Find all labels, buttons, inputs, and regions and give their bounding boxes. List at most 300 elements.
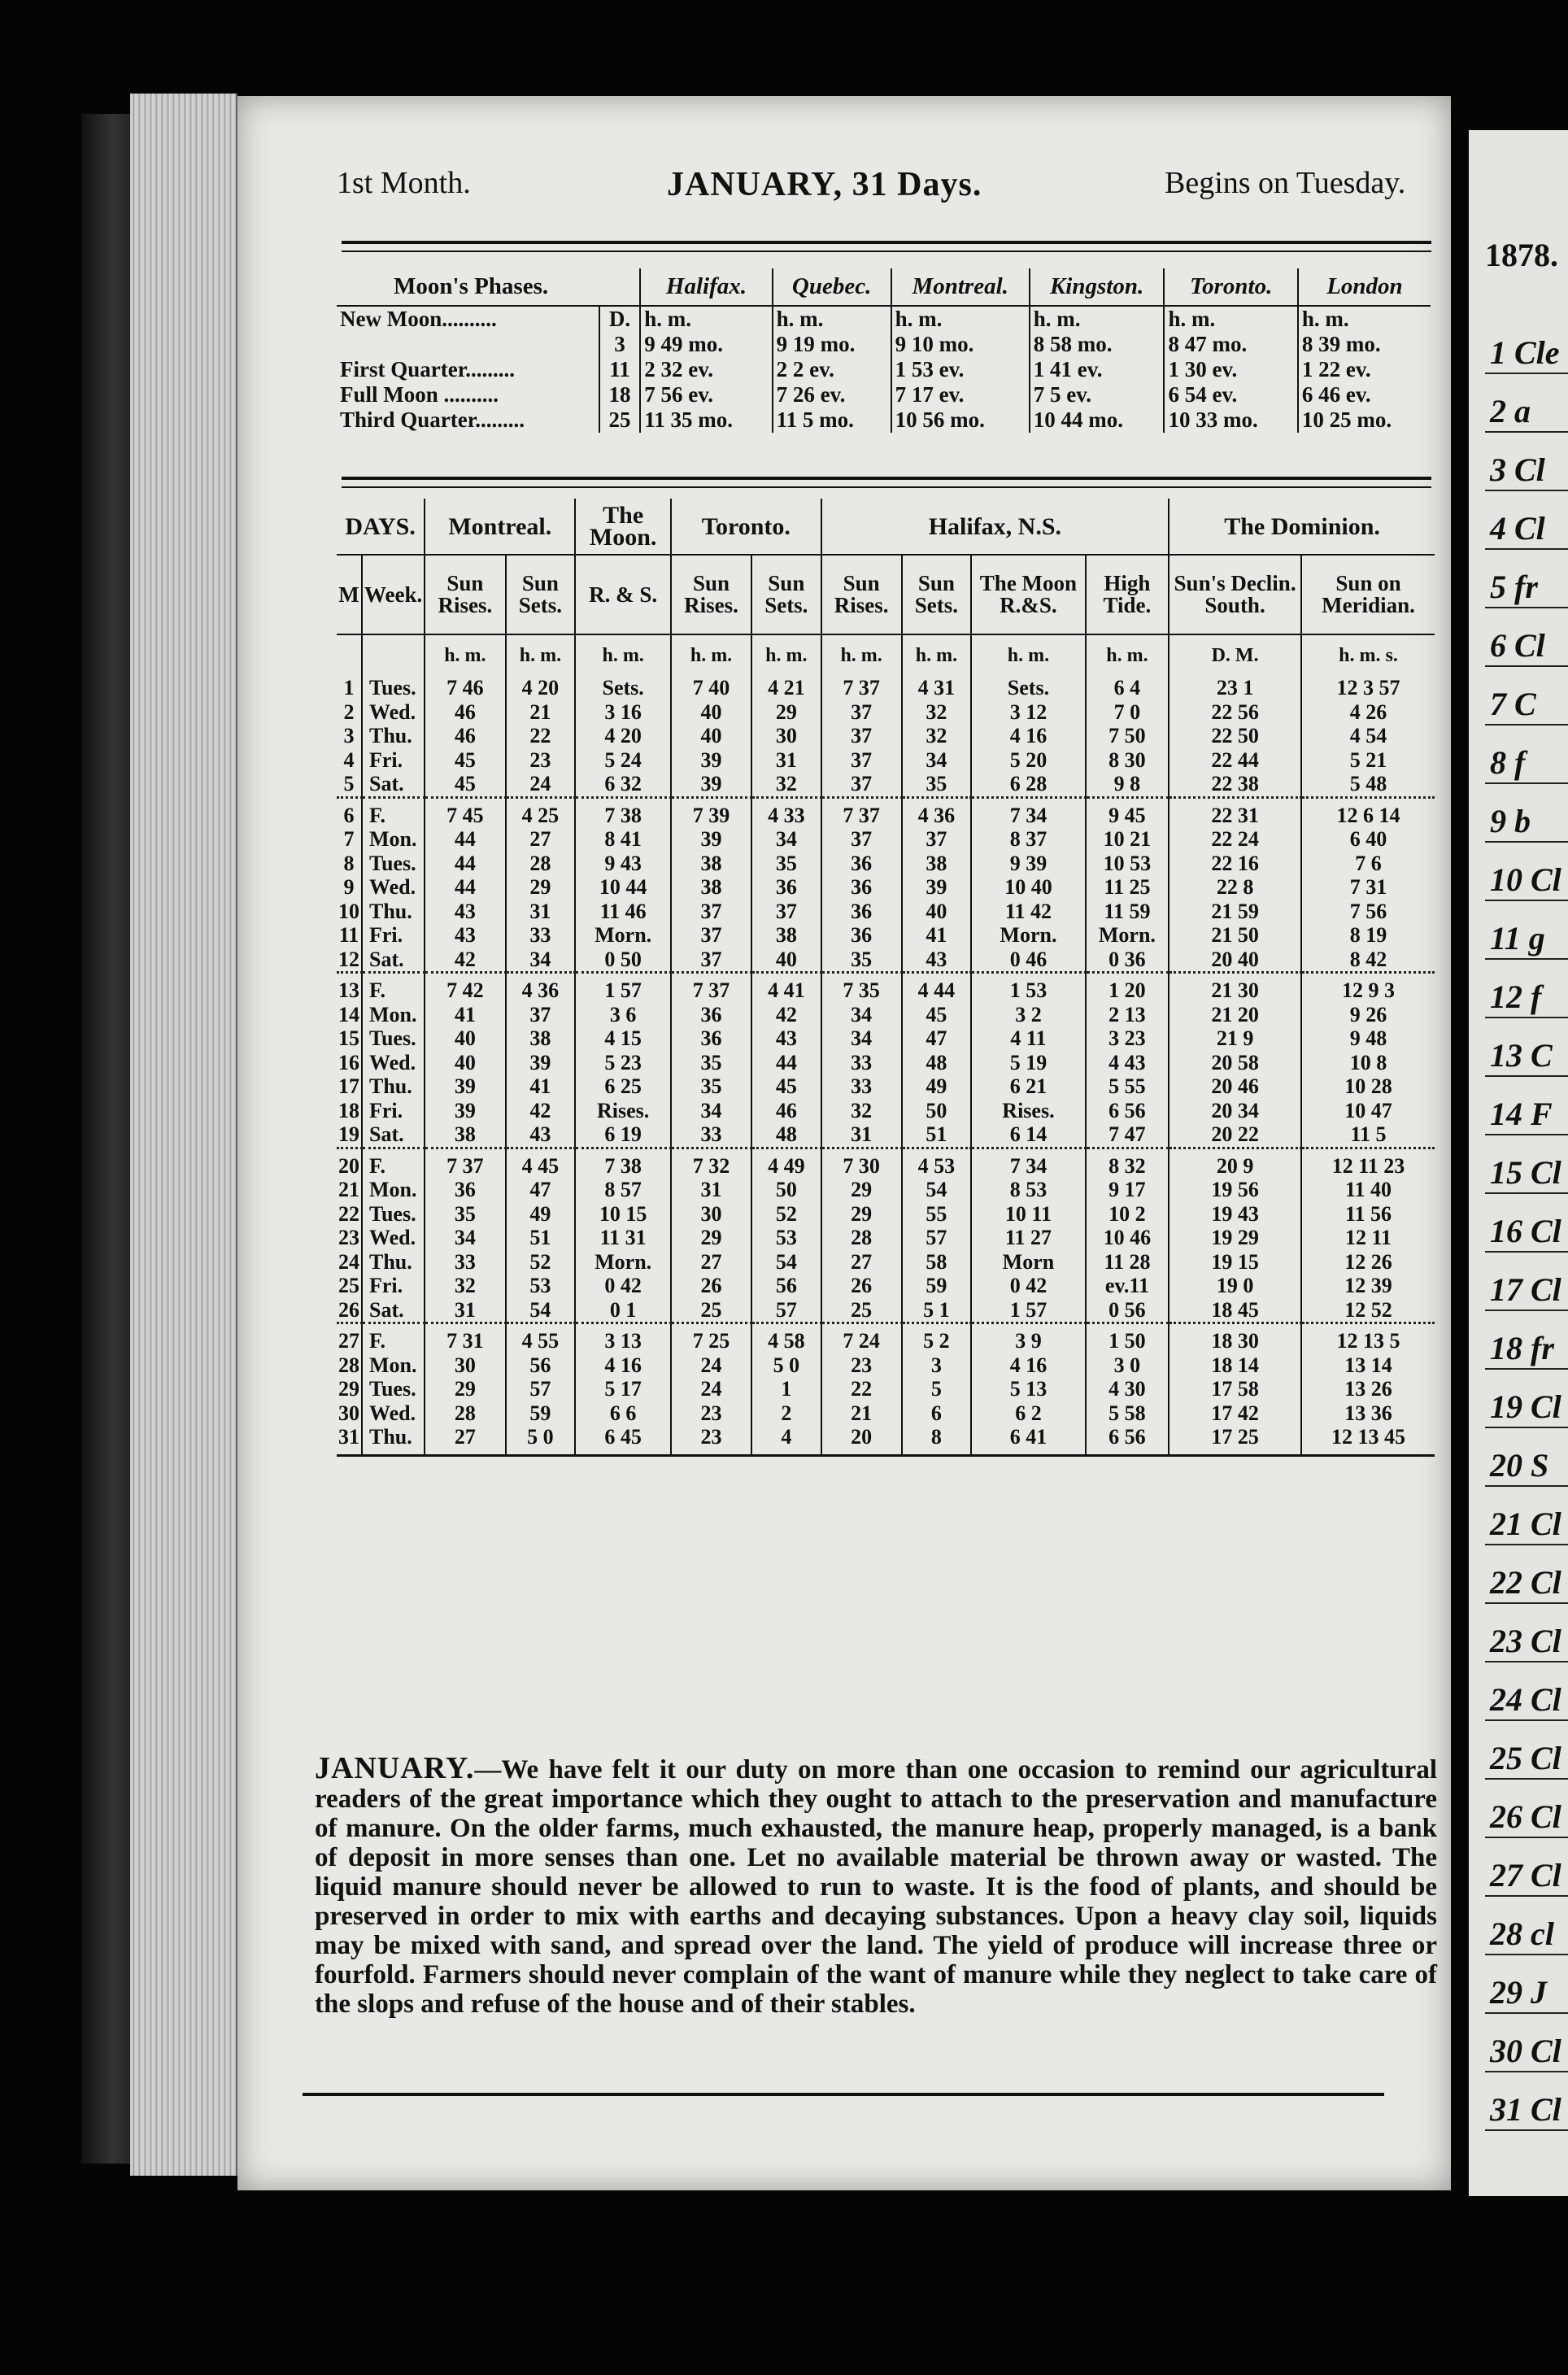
day-cell: 35 <box>751 852 821 876</box>
day-cell: 7 30 <box>821 1148 902 1178</box>
day-cell: 7 37 <box>671 973 751 1003</box>
day-cell: 31 <box>671 1178 751 1202</box>
day-cell: 13 14 <box>1344 1353 1392 1377</box>
phase-city: Halifax. <box>640 268 772 306</box>
day-cell: 40 <box>671 724 751 748</box>
day-cell: 4 33 <box>751 797 821 827</box>
diary-entry: 31 Cl <box>1490 2091 1561 2128</box>
day-row <box>337 1401 1435 1426</box>
day-cell: 5 <box>337 772 362 797</box>
diary-entry: 7 C <box>1490 686 1536 722</box>
day-cell: 4 36 <box>902 797 972 827</box>
day-cell: 35 <box>821 948 902 973</box>
diary-entry: 28 cl <box>1490 1915 1554 1952</box>
diary-entry: 19 Cl <box>1490 1388 1561 1425</box>
diary-line <box>1485 2129 1568 2131</box>
day-cell: 42 <box>751 1003 821 1027</box>
day-cell: 39 <box>506 1051 576 1075</box>
day-cell: 43 <box>751 1026 821 1051</box>
day-cell: 3 <box>902 1353 972 1378</box>
day-cell: 3 23 <box>1086 1026 1169 1051</box>
day-cell: 43 <box>425 923 505 948</box>
day-cell: 59 <box>902 1274 972 1298</box>
phase-name: First Quarter......... <box>337 357 599 382</box>
day-cell: 21 59 <box>1169 900 1301 924</box>
day-cell: 0 50 <box>575 948 671 973</box>
day-cell: 8 41 <box>575 827 671 852</box>
day-cell: 23 <box>671 1401 751 1426</box>
day-cell: 34 <box>821 1003 902 1027</box>
day-cell: 48 <box>751 1122 821 1148</box>
phase-time <box>1164 382 1297 407</box>
almanac-page <box>237 96 1451 2190</box>
day-cell: 4 36 <box>506 973 576 1003</box>
day-cell: 31 <box>751 748 821 773</box>
day-cell: 21 50 <box>1169 923 1301 948</box>
phase-time-value: 2 2 ev. <box>776 357 834 381</box>
phase-time-value: 9 49 mo. <box>644 332 724 356</box>
column-unit: D. M. <box>1169 634 1301 676</box>
day-cell: 1 53 <box>971 973 1086 1003</box>
day-cell: 37 <box>671 900 751 924</box>
day-cell: 34 <box>821 1026 902 1051</box>
day-cell: 7 24 <box>821 1323 902 1353</box>
day-cell: 20 34 <box>1169 1099 1301 1123</box>
day-row <box>337 948 1435 973</box>
day-cell: 9 39 <box>971 852 1086 876</box>
day-cell: 30 <box>425 1353 505 1378</box>
day-cell: 10 15 <box>575 1202 671 1227</box>
day-cell: 34 <box>751 827 821 852</box>
day-cell: 7 50 <box>1086 724 1169 748</box>
day-cell: Thu. <box>362 1250 425 1275</box>
day-cell: 36 <box>671 1026 751 1051</box>
day-row <box>337 772 1435 797</box>
phase-time <box>891 306 1030 357</box>
phase-time-value: 10 33 mo. <box>1168 407 1258 432</box>
day-cell: 56 <box>751 1274 821 1298</box>
day-cell: 1 50 <box>1086 1323 1169 1353</box>
day-cell: 7 38 <box>575 797 671 827</box>
moon-phases-table <box>337 268 1431 433</box>
day-row <box>337 1178 1435 1202</box>
day-cell: 33 <box>506 923 576 948</box>
diary-line <box>1485 373 1568 374</box>
day-cell: 4 <box>751 1425 821 1455</box>
day-cell: 21 9 <box>1169 1026 1301 1051</box>
day-cell: 21 <box>821 1401 902 1426</box>
day-cell: 7 40 <box>671 676 751 700</box>
day-cell: 32 <box>751 772 821 797</box>
phase-time-header: h. m. <box>1301 307 1349 331</box>
diary-line <box>1485 1192 1568 1194</box>
diary-line <box>1485 431 1568 433</box>
diary-line <box>1485 1427 1568 1428</box>
diary-entry: 30 Cl <box>1490 2033 1561 2069</box>
day-cell: Wed. <box>362 1226 425 1250</box>
phase-time-value: 1 30 ev. <box>1168 357 1238 381</box>
phase-time-value: 7 5 ev. <box>1033 382 1091 407</box>
day-row <box>337 1074 1435 1099</box>
day-cell: 25 <box>671 1298 751 1323</box>
day-cell: 5 20 <box>971 748 1086 773</box>
day-cell: 19 43 <box>1169 1202 1301 1227</box>
diary-line <box>1485 1661 1568 1662</box>
day-cell: 12 3 57 <box>1336 676 1400 699</box>
day-cell: 23 <box>337 1226 362 1250</box>
day-row <box>337 1425 1435 1455</box>
diary-line <box>1485 900 1568 901</box>
day-cell: 5 58 <box>1086 1401 1169 1426</box>
column-header: Sun Sets. <box>506 555 576 634</box>
day-cell: 7 25 <box>671 1323 751 1353</box>
day-cell: 9 43 <box>575 852 671 876</box>
day-row <box>337 700 1435 725</box>
phase-time-value: 10 56 mo. <box>895 407 985 432</box>
day-cell: 0 56 <box>1086 1298 1169 1323</box>
phase-day-value: 3 <box>614 332 625 356</box>
day-cell: 9 17 <box>1086 1178 1169 1202</box>
day-cell: 23 <box>821 1353 902 1378</box>
day-cell: 21 <box>337 1178 362 1202</box>
phase-time-value: 7 56 ev. <box>644 382 714 407</box>
day-cell: 6 2 <box>971 1401 1086 1426</box>
day-cell: 40 <box>902 900 972 924</box>
diary-line <box>1485 1602 1568 1604</box>
january-essay <box>315 1751 1437 2019</box>
diary-entry: 9 b <box>1490 803 1531 839</box>
day-cell: 6 <box>902 1401 972 1426</box>
day-cell: 18 <box>337 1099 362 1123</box>
day-cell: Tues. <box>362 1377 425 1401</box>
diary-entry: 20 S <box>1490 1447 1549 1484</box>
diary-entry: 29 J <box>1490 1974 1547 2011</box>
day-cell: 8 <box>902 1425 972 1455</box>
day-cell: Wed. <box>362 875 425 900</box>
day-cell: 31 <box>821 1122 902 1148</box>
phase-time-header: h. m. <box>644 307 692 331</box>
day-cell: 38 <box>425 1122 505 1148</box>
column-header: Sun Rises. <box>425 555 505 634</box>
day-cell: 5 <box>902 1377 972 1401</box>
day-cell: 4 <box>337 748 362 773</box>
day-cell: 44 <box>425 875 505 900</box>
column-unit <box>337 634 362 676</box>
day-cell: 5 0 <box>751 1353 821 1378</box>
diary-entry: 24 Cl <box>1490 1681 1561 1718</box>
phase-day-header: D. <box>608 307 631 331</box>
day-cell: 18 45 <box>1169 1298 1301 1323</box>
day-cell: 27 <box>425 1425 505 1455</box>
day-cell: 7 35 <box>821 973 902 1003</box>
day-cell: 12 11 <box>1344 1226 1392 1249</box>
group-dominion: The Dominion. <box>1169 499 1435 555</box>
day-cell: 17 58 <box>1169 1377 1301 1401</box>
day-cell: 49 <box>506 1202 576 1227</box>
day-cell: 9 8 <box>1086 772 1169 797</box>
page-edges <box>130 94 237 2176</box>
day-cell: 8 <box>337 852 362 876</box>
diary-entry: 1 Cle <box>1490 334 1560 371</box>
day-cell: 29 <box>425 1377 505 1401</box>
diary-entry: 14 F <box>1490 1096 1553 1132</box>
phases-rule <box>342 477 1431 480</box>
day-cell: 6 56 <box>1086 1425 1169 1455</box>
day-row <box>337 1051 1435 1075</box>
diary-entry: 26 Cl <box>1490 1798 1561 1835</box>
day-cell: 43 <box>506 1122 576 1148</box>
day-row <box>337 1122 1435 1148</box>
day-cell: 12 <box>337 948 362 973</box>
day-cell: 35 <box>671 1074 751 1099</box>
diary-entry: 5 fr <box>1490 569 1538 605</box>
day-cell: 22 31 <box>1169 797 1301 827</box>
day-cell: 5 24 <box>575 748 671 773</box>
day-cell: 4 45 <box>506 1148 576 1178</box>
day-cell: Sat. <box>362 1122 425 1148</box>
diary-line <box>1485 490 1568 491</box>
diary-entry: 10 Cl <box>1490 861 1561 898</box>
day-cell: 38 <box>506 1026 576 1051</box>
diary-entry: 27 Cl <box>1490 1857 1561 1893</box>
day-cell: 6 14 <box>971 1122 1086 1148</box>
day-cell: 7 34 <box>971 797 1086 827</box>
day-cell: 22 8 <box>1169 875 1301 900</box>
day-cell: Tues. <box>362 1026 425 1051</box>
day-cell: 18 30 <box>1169 1323 1301 1353</box>
day-cell: 3 6 <box>575 1003 671 1027</box>
phase-day <box>599 306 641 357</box>
day-cell: 30 <box>751 724 821 748</box>
day-row <box>337 1274 1435 1298</box>
day-cell: 37 <box>821 748 902 773</box>
day-cell: 24 <box>506 772 576 797</box>
day-cell: 14 <box>337 1003 362 1027</box>
phase-city: Quebec. <box>773 268 891 306</box>
phase-time <box>640 407 772 433</box>
column-header: The Moon R.&S. <box>971 555 1086 634</box>
column-header: R. & S. <box>575 555 671 634</box>
essay-body: —We have felt it our duty on more than one occasion to remind our agricultural readers of the great importance which they ought to attach to the preservation and manufacture of manure. On the older farms, much exhausted, the manure heap, properly managed, is a bank of deposit in more senses than one. Let no available material be thrown away or wasted. The liquid manure should never be allowed to run to waste. It is the food of plants, and should be preserved in order to mix with earths and decaying substances. Upon a heavy clay soil, liquids may be mixed with sand, and spread over the land. The yield of produce will increase three or fourfold. Farmers should never complain of the want of manure while they neglect to take care of the slops and refuse of the house and of their stables. <box>315 1755 1437 2019</box>
column-header: Sun Sets. <box>751 555 821 634</box>
day-cell: 1 57 <box>971 1298 1086 1323</box>
day-cell: 7 6 <box>1355 851 1382 875</box>
day-cell: 7 31 <box>1349 875 1387 899</box>
day-cell: Mon. <box>362 1003 425 1027</box>
column-unit: h. m. <box>575 634 671 676</box>
column-unit: h. m. <box>821 634 902 676</box>
day-cell: 59 <box>506 1401 576 1426</box>
day-cell: 39 <box>425 1074 505 1099</box>
day-cell: 4 20 <box>575 724 671 748</box>
day-cell: Wed. <box>362 700 425 725</box>
diary-line <box>1485 1368 1568 1370</box>
day-cell: 7 32 <box>671 1148 751 1178</box>
phase-time-header: h. m. <box>895 307 943 331</box>
day-cell: 6 25 <box>575 1074 671 1099</box>
day-cell: 11 <box>337 923 362 948</box>
day-cell: 4 20 <box>506 676 576 700</box>
day-cell: 22 24 <box>1169 827 1301 852</box>
group-toronto: Toronto. <box>671 499 821 555</box>
day-cell: 1 <box>337 676 362 700</box>
day-cell: 3 0 <box>1086 1353 1169 1378</box>
day-cell: 5 55 <box>1086 1074 1169 1099</box>
day-cell: 35 <box>902 772 972 797</box>
day-cell: 17 <box>337 1074 362 1099</box>
day-row <box>337 1298 1435 1323</box>
diary-entry: 16 Cl <box>1490 1213 1561 1249</box>
column-header: M <box>337 555 362 634</box>
month-title: JANUARY, 31 Days. <box>667 166 982 203</box>
day-cell: 2 13 <box>1086 1003 1169 1027</box>
day-row <box>337 748 1435 773</box>
day-cell: 39 <box>902 875 972 900</box>
day-cell: 33 <box>425 1250 505 1275</box>
day-cell: 10 53 <box>1086 852 1169 876</box>
diary-line <box>1485 1719 1568 1721</box>
phase-time <box>640 306 772 357</box>
day-cell: 4 43 <box>1086 1051 1169 1075</box>
day-cell: 8 57 <box>575 1178 671 1202</box>
diary-line <box>1485 665 1568 667</box>
day-cell: 45 <box>902 1003 972 1027</box>
day-cell: 7 42 <box>425 973 505 1003</box>
phase-time <box>773 407 891 433</box>
day-cell: 11 59 <box>1086 900 1169 924</box>
page-end-rule <box>303 2093 1384 2096</box>
day-cell: 13 26 <box>1344 1377 1392 1401</box>
day-cell: 26 <box>671 1274 751 1298</box>
day-cell: 6 28 <box>971 772 1086 797</box>
phase-day <box>599 357 641 382</box>
day-cell: 38 <box>671 852 751 876</box>
day-cell: 5 13 <box>971 1377 1086 1401</box>
diary-entry: 25 Cl <box>1490 1740 1561 1776</box>
day-cell: 3 9 <box>971 1323 1086 1353</box>
day-cell: 39 <box>425 1099 505 1123</box>
day-cell: 20 <box>821 1425 902 1455</box>
day-cell: 10 40 <box>971 875 1086 900</box>
day-cell: 46 <box>425 724 505 748</box>
day-cell: 57 <box>506 1377 576 1401</box>
column-header: Sun on Meridian. <box>1301 555 1435 634</box>
day-cell: 36 <box>821 923 902 948</box>
day-cell: 50 <box>902 1099 972 1123</box>
day-cell: 28 <box>425 1401 505 1426</box>
month-number: 1st Month. <box>337 166 471 200</box>
diary-line <box>1485 2071 1568 2072</box>
month-start-day: Begins on Tuesday. <box>1165 166 1406 200</box>
day-cell: 5 48 <box>1349 772 1387 795</box>
day-cell: 4 44 <box>902 973 972 1003</box>
day-cell: 10 2 <box>1086 1202 1169 1227</box>
day-cell: 4 11 <box>971 1026 1086 1051</box>
day-cell: 4 21 <box>751 676 821 700</box>
day-cell: 6 21 <box>971 1074 1086 1099</box>
day-cell: 2 <box>751 1401 821 1426</box>
diary-line <box>1485 1485 1568 1487</box>
day-cell: 6 32 <box>575 772 671 797</box>
day-cell: 0 42 <box>575 1274 671 1298</box>
day-cell: 4 16 <box>971 1353 1086 1378</box>
day-cell: 44 <box>425 827 505 852</box>
day-cell: 13 <box>337 973 362 1003</box>
day-cell: Thu. <box>362 1074 425 1099</box>
day-cell: 40 <box>671 700 751 725</box>
daily-calendar-table <box>337 499 1435 1457</box>
phase-day-value: 18 <box>608 382 631 407</box>
day-cell: 4 26 <box>1349 699 1387 724</box>
day-cell: 33 <box>671 1122 751 1148</box>
day-cell: 27 <box>821 1250 902 1275</box>
day-cell: 0 46 <box>971 948 1086 973</box>
day-cell: Sat. <box>362 1298 425 1323</box>
day-cell: 21 20 <box>1169 1003 1301 1027</box>
day-cell: Sets. <box>971 676 1086 700</box>
day-row <box>337 1226 1435 1250</box>
day-cell: 10 8 <box>1349 1050 1387 1074</box>
phase-time <box>1030 357 1165 382</box>
day-cell: 44 <box>751 1051 821 1075</box>
day-cell: 4 41 <box>751 973 821 1003</box>
diary-entry: 21 Cl <box>1490 1506 1561 1542</box>
day-cell: Sets. <box>575 676 671 700</box>
diary-entry: 17 Cl <box>1490 1271 1561 1308</box>
phase-name: Full Moon .......... <box>337 382 599 407</box>
day-row <box>337 1003 1435 1027</box>
day-cell: 28 <box>337 1353 362 1378</box>
day-cell: 27 <box>337 1323 362 1353</box>
day-cell: 4 54 <box>1349 724 1387 747</box>
day-cell: Morn. <box>575 1250 671 1275</box>
phase-day <box>599 407 641 433</box>
day-cell: 45 <box>425 748 505 773</box>
day-cell: 5 1 <box>902 1298 972 1323</box>
day-cell: 11 27 <box>971 1226 1086 1250</box>
day-cell: 7 45 <box>425 797 505 827</box>
column-unit: h. m. s. <box>1339 644 1398 666</box>
day-cell: 40 <box>425 1051 505 1075</box>
day-cell: 4 15 <box>575 1026 671 1051</box>
day-cell: 42 <box>506 1099 576 1123</box>
day-cell: 11 31 <box>575 1226 671 1250</box>
day-cell: 12 6 14 <box>1301 797 1435 827</box>
day-cell: Mon. <box>362 1353 425 1378</box>
day-cell: 38 <box>751 923 821 948</box>
day-cell: 10 46 <box>1086 1226 1169 1250</box>
column-header: Sun Rises. <box>671 555 751 634</box>
day-cell: Sat. <box>362 948 425 973</box>
day-cell: 32 <box>425 1274 505 1298</box>
day-cell: 7 56 <box>1349 899 1387 923</box>
day-cell: Wed. <box>362 1051 425 1075</box>
day-cell: 19 56 <box>1169 1178 1301 1202</box>
day-cell: 22 38 <box>1169 772 1301 797</box>
day-cell: 17 25 <box>1169 1425 1301 1455</box>
day-cell: 6 19 <box>575 1122 671 1148</box>
day-cell: 4 25 <box>506 797 576 827</box>
column-header: Week. <box>362 555 425 634</box>
day-cell: 8 37 <box>971 827 1086 852</box>
day-cell: 3 12 <box>971 700 1086 725</box>
day-cell: 16 <box>337 1051 362 1075</box>
day-cell: 34 <box>902 748 972 773</box>
phase-time <box>1164 306 1297 357</box>
day-cell: 5 19 <box>971 1051 1086 1075</box>
day-cell: 20 9 <box>1169 1148 1301 1178</box>
phases-label: Moon's Phases. <box>337 268 640 306</box>
